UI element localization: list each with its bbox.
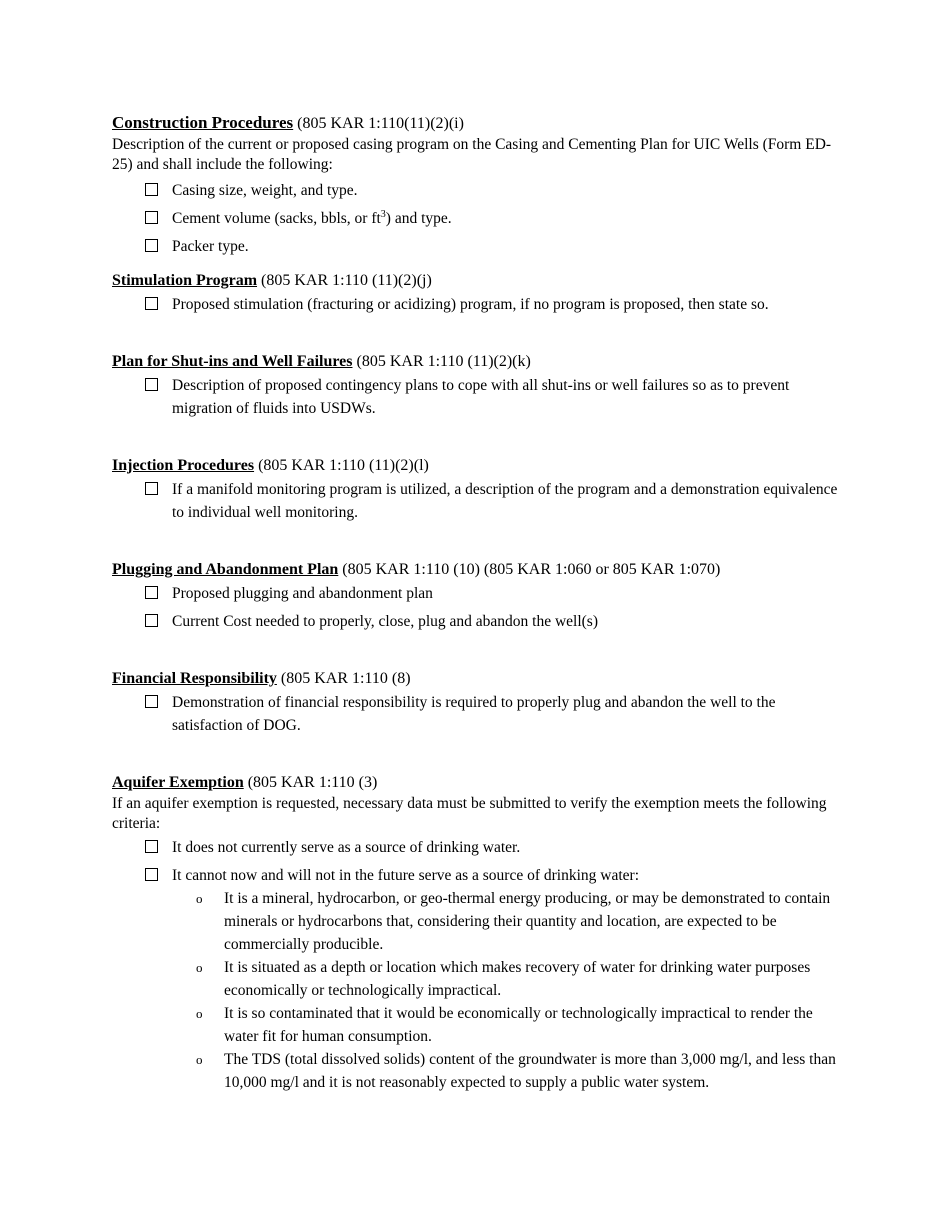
criteria-bullet bbox=[112, 887, 842, 956]
section-injection-procedures bbox=[112, 455, 842, 524]
section-citation: (805 KAR 1:110 (3) bbox=[247, 774, 378, 791]
section-construction-procedures bbox=[112, 112, 842, 258]
checklist-label: Casing size, weight, and type. bbox=[172, 182, 358, 199]
checklist-label: If a manifold monitoring program is utilized, a description of the program and a demonstration equivalence to individual well monitoring. bbox=[172, 481, 838, 521]
checklist-label: It does not currently serve as a source of drinking water. bbox=[172, 839, 521, 856]
checkbox[interactable] bbox=[145, 297, 158, 310]
checklist-label bbox=[172, 210, 452, 227]
checklist-label: Proposed stimulation (fracturing or acidizing) program, if no program is proposed, then state so. bbox=[172, 296, 769, 313]
section-citation: (805 KAR 1:110 (8) bbox=[280, 670, 411, 687]
section-citation: (805 KAR 1:110(11)(2)(i) bbox=[297, 115, 464, 132]
checkbox[interactable] bbox=[145, 840, 158, 853]
section-citation: (805 KAR 1:110 (10) (805 KAR 1:060 or 805 KAR 1:070) bbox=[342, 561, 721, 578]
checkbox[interactable] bbox=[145, 183, 158, 196]
checkbox[interactable] bbox=[145, 695, 158, 708]
section-plugging-abandonment bbox=[112, 559, 842, 633]
section-heading bbox=[112, 112, 842, 135]
section-title: Injection Procedures bbox=[112, 457, 255, 474]
label-text: Cement volume (sacks, bbls, or ft bbox=[172, 210, 381, 227]
section-heading bbox=[112, 455, 842, 477]
checklist-label: Packer type. bbox=[172, 238, 249, 255]
criteria-text: It is a mineral, hydrocarbon, or geo-thermal energy producing, or may be demonstrated to contain minerals or hydrocarbons that, considering their quantity and location, are expected to be commercially producible. bbox=[224, 890, 831, 953]
criteria-bullet bbox=[112, 1048, 842, 1094]
checkbox[interactable] bbox=[145, 614, 158, 627]
bullet-marker: o bbox=[196, 960, 203, 975]
section-description: If an aquifer exemption is requested, necessary data must be submitted to verify the exemption meets the following criteria: bbox=[112, 795, 827, 832]
checklist-item-stimulation bbox=[112, 293, 842, 316]
checklist-item-financial bbox=[112, 691, 842, 737]
section-citation: (805 KAR 1:110 (11)(2)(l) bbox=[258, 457, 429, 474]
section-financial-responsibility bbox=[112, 668, 842, 737]
superscript: 3 bbox=[380, 209, 386, 220]
criteria-bullet bbox=[112, 1002, 842, 1048]
document-page bbox=[112, 112, 842, 1094]
section-title: Stimulation Program bbox=[112, 272, 258, 289]
section-aquifer-exemption bbox=[112, 772, 842, 1094]
criteria-text: It is so contaminated that it would be economically or technologically impractical to render the water fit for human consumption. bbox=[224, 1005, 813, 1045]
section-citation: (805 KAR 1:110 (11)(2)(k) bbox=[356, 353, 531, 370]
checklist-label: It cannot now and will not in the future serve as a source of drinking water: bbox=[172, 867, 640, 884]
section-shut-ins bbox=[112, 351, 842, 420]
checklist-label: Current Cost needed to properly, close, plug and abandon the well(s) bbox=[172, 613, 598, 630]
section-stimulation-program bbox=[112, 270, 842, 316]
checklist-label: Proposed plugging and abandonment plan bbox=[172, 585, 433, 602]
section-heading bbox=[112, 668, 842, 690]
section-title: Aquifer Exemption bbox=[112, 774, 244, 791]
section-description: Description of the current or proposed casing program on the Casing and Cementing Plan for UIC Wells (Form ED-25) and shall include the following: bbox=[112, 136, 832, 173]
checkbox[interactable] bbox=[145, 378, 158, 391]
section-heading bbox=[112, 270, 842, 292]
checkbox[interactable] bbox=[145, 211, 158, 224]
checklist-item-manifold bbox=[112, 478, 842, 524]
section-heading bbox=[112, 351, 842, 373]
checkbox[interactable] bbox=[145, 482, 158, 495]
section-citation: (805 KAR 1:110 (11)(2)(j) bbox=[261, 272, 432, 289]
criteria-bullet bbox=[112, 956, 842, 1002]
bullet-marker: o bbox=[196, 891, 203, 906]
section-title: Construction Procedures bbox=[112, 113, 294, 132]
checklist-item-casing bbox=[112, 179, 842, 202]
criteria-text: It is situated as a depth or location which makes recovery of water for drinking water purposes economically or technologically impractical. bbox=[224, 959, 811, 999]
checklist-item-current-cost bbox=[112, 610, 842, 633]
section-heading bbox=[112, 772, 842, 794]
checklist-item-plugging-plan bbox=[112, 582, 842, 605]
checklist-item-cement bbox=[112, 207, 842, 230]
section-title: Plan for Shut-ins and Well Failures bbox=[112, 353, 353, 370]
checkbox[interactable] bbox=[145, 239, 158, 252]
section-heading bbox=[112, 559, 842, 581]
checklist-item-packer bbox=[112, 235, 842, 258]
bullet-marker: o bbox=[196, 1006, 203, 1021]
label-text: ) and type. bbox=[385, 210, 452, 227]
bullet-marker: o bbox=[196, 1052, 203, 1067]
checklist-item-not-current-source bbox=[112, 836, 842, 859]
section-title: Plugging and Abandonment Plan bbox=[112, 561, 339, 578]
checklist-label: Demonstration of financial responsibility is required to properly plug and abandon the well to the satisfaction of DOG. bbox=[172, 694, 776, 734]
checklist-item-not-future-source bbox=[112, 864, 842, 887]
checkbox[interactable] bbox=[145, 868, 158, 881]
section-title: Financial Responsibility bbox=[112, 670, 277, 687]
checklist-item-contingency bbox=[112, 374, 842, 420]
criteria-text: The TDS (total dissolved solids) content of the groundwater is more than 3,000 mg/l, and less than 10,000 mg/l and it is not reasonably expected to supply a public water system. bbox=[224, 1051, 836, 1091]
checkbox[interactable] bbox=[145, 586, 158, 599]
checklist-label: Description of proposed contingency plans to cope with all shut-ins or well failures so as to prevent migration of fluids into USDWs. bbox=[172, 377, 790, 417]
